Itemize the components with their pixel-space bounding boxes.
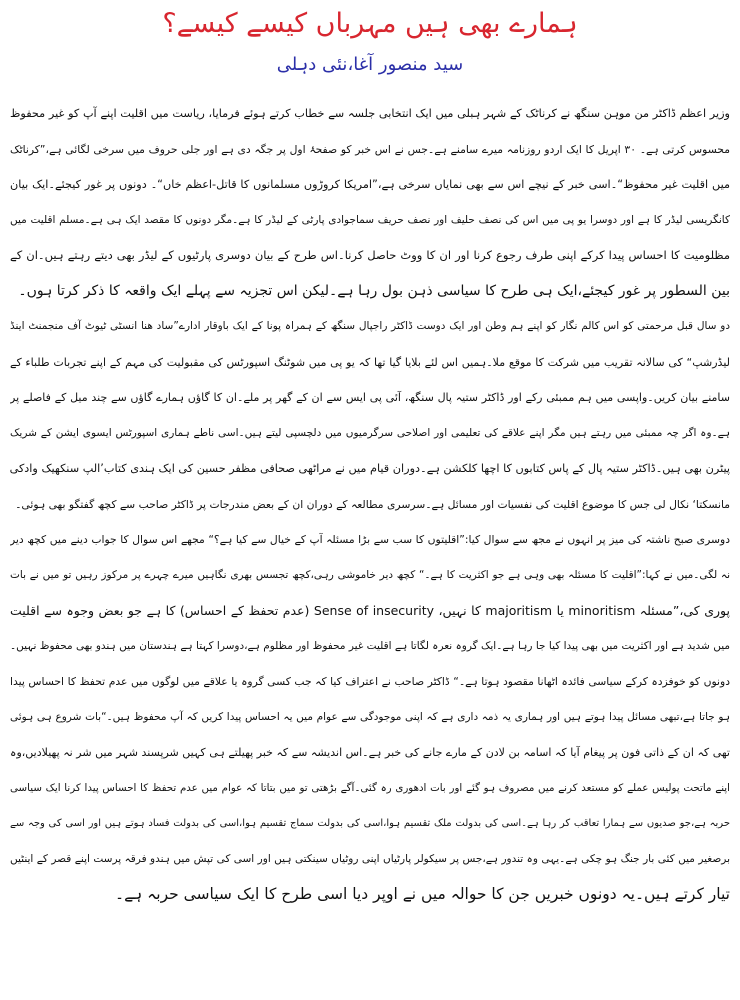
text-line: لیڈرشپ“ کی سالانہ تقریب میں شرکت کا موقع ملا۔ہمیں اس لئے بلایا گیا تھا کہ یو پی میں شوٹنگ اسپورٹس کی مقبولیت کی مہم کے اپنے تجربات طلباء کے [10, 355, 730, 369]
text-line: میں اقلیت غیر محفوظ“۔اسی خبر کے نیچے اس سے بھی نمایاں سرخی ہے،”امریکا کروڑوں مسلمانوں کا قاتل-اعظم خاں“۔ دونوں پر غور کیجئے۔ایک بیان [10, 178, 730, 191]
text-line: سامنے بیان کریں۔واپسی میں ہم ممبئی رکے اور ڈاکٹر ستیہ پال سنگھ، آئی پی ایس سے ان کے گھر پر ملے۔ان کا گاؤں ہمارے گاؤں سے چند میل کے فاصلے پر [10, 391, 730, 404]
text-line: نہ لگی۔میں نے کہا:”اقلیت کا مسئلہ بھی وہی ہے جو اکثریت کا ہے۔“ کچھ دیر خاموشی رہی،کچھ تجسس بھری نگاہیں میرے چہرے پر مرکوز رہیں تو میں نے بات [10, 568, 730, 581]
text-line: دوسری صبح ناشتہ کی میز پر انہوں نے مجھ سے سوال کیا:”اقلیتوں کا سب سے بڑا مسئلہ آپ کے خیال سے کیا ہے؟“ مجھے اس سوال کا جواب دینے میں کچھ دیر [10, 533, 730, 546]
text-line: کانگریسی لیڈر کا ہے اور دوسرا یو پی میں اس کی نصف حلیف اور نصف حریف سماجوادی پارٹی کے لیڈر کا ہے۔مگر دونوں کا مقصد ایک ہی ہے۔مسلم اقلیت میں [10, 213, 730, 226]
text-line: پوری کی،”مسئلہ minoritism یا majoritism کا نہیں، Sense of insecurity (عدم تحفظ کے احساس) کا ہے جو بعض وجوہ سے اقلیت [10, 603, 730, 618]
text-line: دو سال قبل مرحمتی کو اس کالم نگار کو اپنے ہم وطن اور ایک دوست ڈاکٹر راجپال سنگھ کے ہمراہ پونا کے ایک باوقار ادارے”ساد ھنا انسٹی ٹیوٹ آف منجمنٹ اینڈ [10, 320, 730, 332]
text-line: اپنے ماتحت پولیس عملے کو مستعد کرنے میں مصروف ہو گئے اور بات ادھوری رہ گئی۔آگے بڑھتی تو میں بتاتا کہ عوام میں عدم تحفظ کا احساس پیدا کرنا ایک سیاسی [10, 781, 730, 794]
text-line: تیار کرتے ہیں۔یہ دونوں خبریں جن کا حوالہ میں نے اوپر دیا اسی طرح کا ایک سیاسی حربہ ہے۔ [115, 885, 730, 903]
text-line: وزیر اعظم ڈاکٹر من موہن سنگھ نے کرناٹک کے شہر ہبلی میں ایک انتخابی جلسہ سے خطاب کرتے ہوئے فرمایا، ریاست میں اقلیت اپنے آپ کو غیر محفوظ [10, 107, 730, 120]
text-line: مظلومیت کا احساس پیدا کرکے اپنی طرف رجوع کرنا اور ان کا ووٹ حاصل کرنا۔اس طرح کے بیان دوسری پارٹیوں کے لیڈر بھی دیتے رہتے ہیں۔ان کے [10, 248, 730, 262]
text-line: محسوس کرتی ہے۔ ۳۰ اپریل کا ایک اردو روزنامہ میرے سامنے ہے۔جس نے اس خبر کو صفحۂ اول پر جگہ دی ہے اور جلی حروف میں سرخی لگائی ہے،”کرناٹک [10, 142, 730, 156]
text-line: دونوں کو خوفزدہ کرکے سیاسی فائدہ اٹھانا مقصود ہوتا ہے۔“ ڈاکٹر صاحب نے اعتراف کیا کہ جب کسی گروہ یا علاقے میں لوگوں میں عدم تحفظ کا احساس پیدا [10, 675, 730, 688]
text-line: بین السطور پر غور کیجئے،ایک ہی طرح کا سیاسی ذہن بول رہا ہے۔لیکن اس تجزیہ سے پہلے ایک واقعہ کا ذکر کرتا ہوں۔ [18, 282, 730, 299]
text-line: پیٹرن بھی ہیں۔ڈاکٹر ستیہ پال کے پاس کتابوں کا اچھا کلکشن ہے۔دوران قیام میں نے مراٹھی صحافی مظفر حسین کی ایک ہندی کتاب’الپ سنکھیک وادکی [10, 462, 730, 475]
text-line: میں شدید ہے اور اکثریت میں بھی پیدا کیا جا رہا ہے۔ایک گروہ نعرہ لگاتا ہے اقلیت غیر محفوظ اور مظلوم ہے،دوسرا کہتا ہے ہندستان میں ہندو بھی محفوظ نہیں۔ [10, 639, 730, 652]
article-paragraph-1 [10, 96, 730, 309]
article-title: ہمارے بھی ہیں مہرباں کیسے کیسے؟ [162, 8, 578, 39]
article-paragraph-3 [10, 522, 730, 913]
text-line: حربہ ہے،جو صدیوں سے ہمارا تعاقب کر رہا ہے۔اسی کی بدولت ملک تقسیم ہوا،اسی کی بدولت سماج تقسیم ہوا،اسی کی بدولت فساد ہوتے ہیں اور اسی کی وجہ سے [10, 818, 730, 829]
text-line: برصغیر میں کئی بار جنگ ہو چکی ہے۔یہی وہ تندور ہے،جس پر سیکولر پارٹیاں اپنی روٹیاں سینکتی ہیں اور اسی کی تپش میں ہندو فرقہ پرست اپنے قصر کے اینٹیں [10, 852, 730, 865]
article-byline: سید منصور آغا،نئی دہلی [276, 54, 464, 75]
text-line: ہو جاتا ہے،تبھی مسائل پیدا ہوتے ہیں اور ہماری یہ ذمہ داری ہے کہ اپنی موجودگی سے عوام میں یہ احساس پیدا کریں کہ آپ محفوظ ہیں۔“بات شروع ہی ہوئی [10, 710, 730, 723]
text-line: مانسکتا‘ نکال لی جس کا موضوع اقلیت کی نفسیات اور مسائل ہے۔سرسری مطالعہ کے دوران ان کے بعض مندرجات پر ڈاکٹر صاحب سے کچھ گفتگو بھی ہوئی۔ [15, 497, 730, 511]
text-line: تھی کہ ان کے ذاتی فون پر پیغام آیا کہ اسامہ بن لادن کے مارے جانے کی خبر ہے۔اس اندیشہ سے کہ خبر پھیلتے ہی کہیں شرپسند شہر میں شر نہ پھیلادیں،وہ [10, 746, 730, 759]
text-line: ہے۔وہ اگر چہ ممبئی میں رہتے ہیں مگر اپنے علاقے کی تعلیمی اور اصلاحی سرگرمیوں میں دلچسپی لیتے ہیں۔اسی ناطے ہماری اسپورٹس ایسوی ایشن کے شریک [10, 426, 730, 439]
article-paragraph-2 [10, 309, 730, 522]
